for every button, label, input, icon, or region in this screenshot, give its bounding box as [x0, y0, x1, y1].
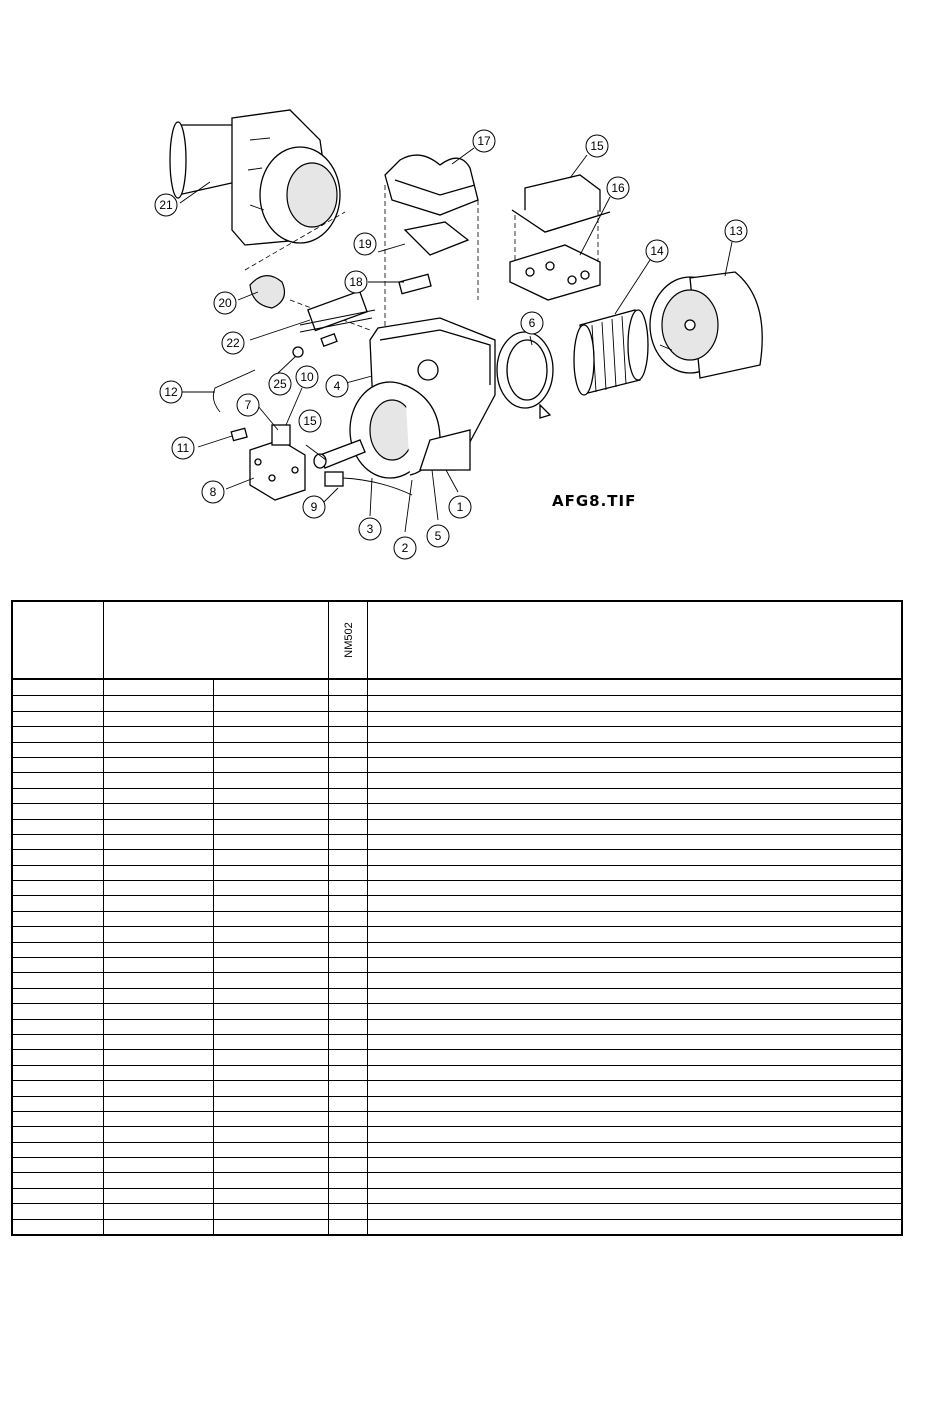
table-row: [13, 849, 901, 850]
svg-text:7: 7: [244, 398, 252, 412]
table-row: [13, 772, 901, 773]
table-row: [13, 1003, 901, 1004]
table-row: [13, 1142, 901, 1143]
column-divider: [367, 602, 368, 1234]
svg-text:25: 25: [273, 377, 287, 391]
retention-plate-part: [250, 276, 284, 308]
table-row: [13, 1049, 901, 1050]
nozzle-line-part: [314, 440, 365, 468]
svg-text:21: 21: [159, 198, 173, 212]
cover-gasket-part: [405, 222, 468, 255]
callout-22: [155, 194, 177, 216]
svg-text:12: 12: [164, 385, 178, 399]
table-row: [13, 1034, 901, 1035]
table-row: [13, 1203, 901, 1204]
table-row: [13, 895, 901, 896]
callout-5: [427, 525, 449, 547]
table-row: [13, 834, 901, 835]
callout-12: [160, 381, 182, 403]
table-row: [13, 1219, 901, 1220]
table-row: [13, 911, 901, 912]
callout-19: [354, 233, 376, 255]
callout-1: [449, 496, 471, 518]
callout-13: [725, 220, 747, 242]
nut-part: [293, 347, 303, 357]
table-row: [13, 742, 901, 743]
fan-housing-gasket-part: [497, 332, 553, 418]
svg-text:6: 6: [528, 316, 536, 330]
figure-label: AFG8.TIF: [552, 492, 637, 510]
table-row: [13, 711, 901, 712]
callout-9: [303, 496, 325, 518]
callout-2: [394, 537, 416, 559]
svg-text:1: 1: [456, 500, 464, 514]
ignition-transformer-part: [512, 175, 610, 232]
svg-text:2: 2: [401, 541, 409, 555]
svg-text:9: 9: [310, 500, 318, 514]
table-row: [13, 1172, 901, 1173]
table-row: [13, 757, 901, 758]
table-row: [13, 1065, 901, 1066]
callout-16: [586, 135, 608, 157]
column-divider: [213, 678, 214, 1234]
callout-8: [202, 481, 224, 503]
callout-24: [222, 332, 244, 354]
callout-4: [326, 375, 348, 397]
table-row: [13, 957, 901, 958]
table-row: [13, 1096, 901, 1097]
table-row: [13, 1080, 901, 1081]
callout-7: [237, 394, 259, 416]
table-row: [13, 803, 901, 804]
svg-text:13: 13: [729, 224, 743, 238]
table-row: [13, 1188, 901, 1189]
table-row: [13, 1157, 901, 1158]
callout-11: [172, 437, 194, 459]
svg-text:5: 5: [434, 529, 442, 543]
svg-text:3: 3: [366, 522, 374, 536]
table-row: [13, 819, 901, 820]
svg-text:17: 17: [477, 134, 491, 148]
callout-21: [214, 292, 236, 314]
svg-text:15: 15: [303, 414, 317, 428]
callout-3: [359, 518, 381, 540]
table-row: [13, 695, 901, 696]
oil-pump-part: [250, 425, 305, 500]
callout-17: [607, 177, 629, 199]
svg-text:11: 11: [176, 441, 190, 455]
table-row: [13, 788, 901, 789]
svg-text:4: 4: [333, 379, 341, 393]
svg-text:20: 20: [218, 296, 232, 310]
table-row: [13, 926, 901, 927]
callout-14: [646, 240, 668, 262]
electrode-assembly-part: [300, 291, 375, 332]
table-row: [13, 942, 901, 943]
table-row: [13, 988, 901, 989]
table-row: [13, 1126, 901, 1127]
svg-text:19: 19: [358, 237, 372, 251]
callout-25: [269, 373, 291, 395]
photocell-part: [399, 274, 431, 293]
table-row: [13, 880, 901, 881]
table-row: [13, 726, 901, 727]
svg-text:22: 22: [226, 336, 240, 350]
table-row: [13, 1111, 901, 1112]
callout-18: [473, 130, 495, 152]
header-divider: [13, 678, 901, 680]
model-column-header: NM502: [343, 622, 355, 658]
table-row: [13, 1019, 901, 1020]
parts-table: [11, 600, 903, 1236]
fan-wheel-part: [574, 310, 648, 395]
cover-part: [385, 155, 478, 215]
burner-housing-part: [350, 318, 495, 478]
table-row: [13, 972, 901, 973]
svg-text:16: 16: [611, 181, 625, 195]
blast-tube-part: [170, 110, 340, 245]
callout-20: [345, 271, 367, 293]
junction-box-part: [510, 245, 600, 300]
table-row: [13, 865, 901, 866]
motor-part: [650, 272, 762, 378]
svg-text:14: 14: [650, 244, 664, 258]
column-divider: [328, 602, 329, 1234]
callout-15: [299, 410, 321, 432]
svg-text:15: 15: [590, 139, 604, 153]
exploded-parts-diagram: [0, 0, 950, 580]
fitting-part: [231, 428, 247, 440]
svg-text:18: 18: [349, 275, 363, 289]
callout-6: [521, 312, 543, 334]
column-divider: [103, 602, 104, 1234]
callout-10: [296, 366, 318, 388]
svg-text:10: 10: [300, 370, 314, 384]
svg-text:8: 8: [209, 485, 217, 499]
